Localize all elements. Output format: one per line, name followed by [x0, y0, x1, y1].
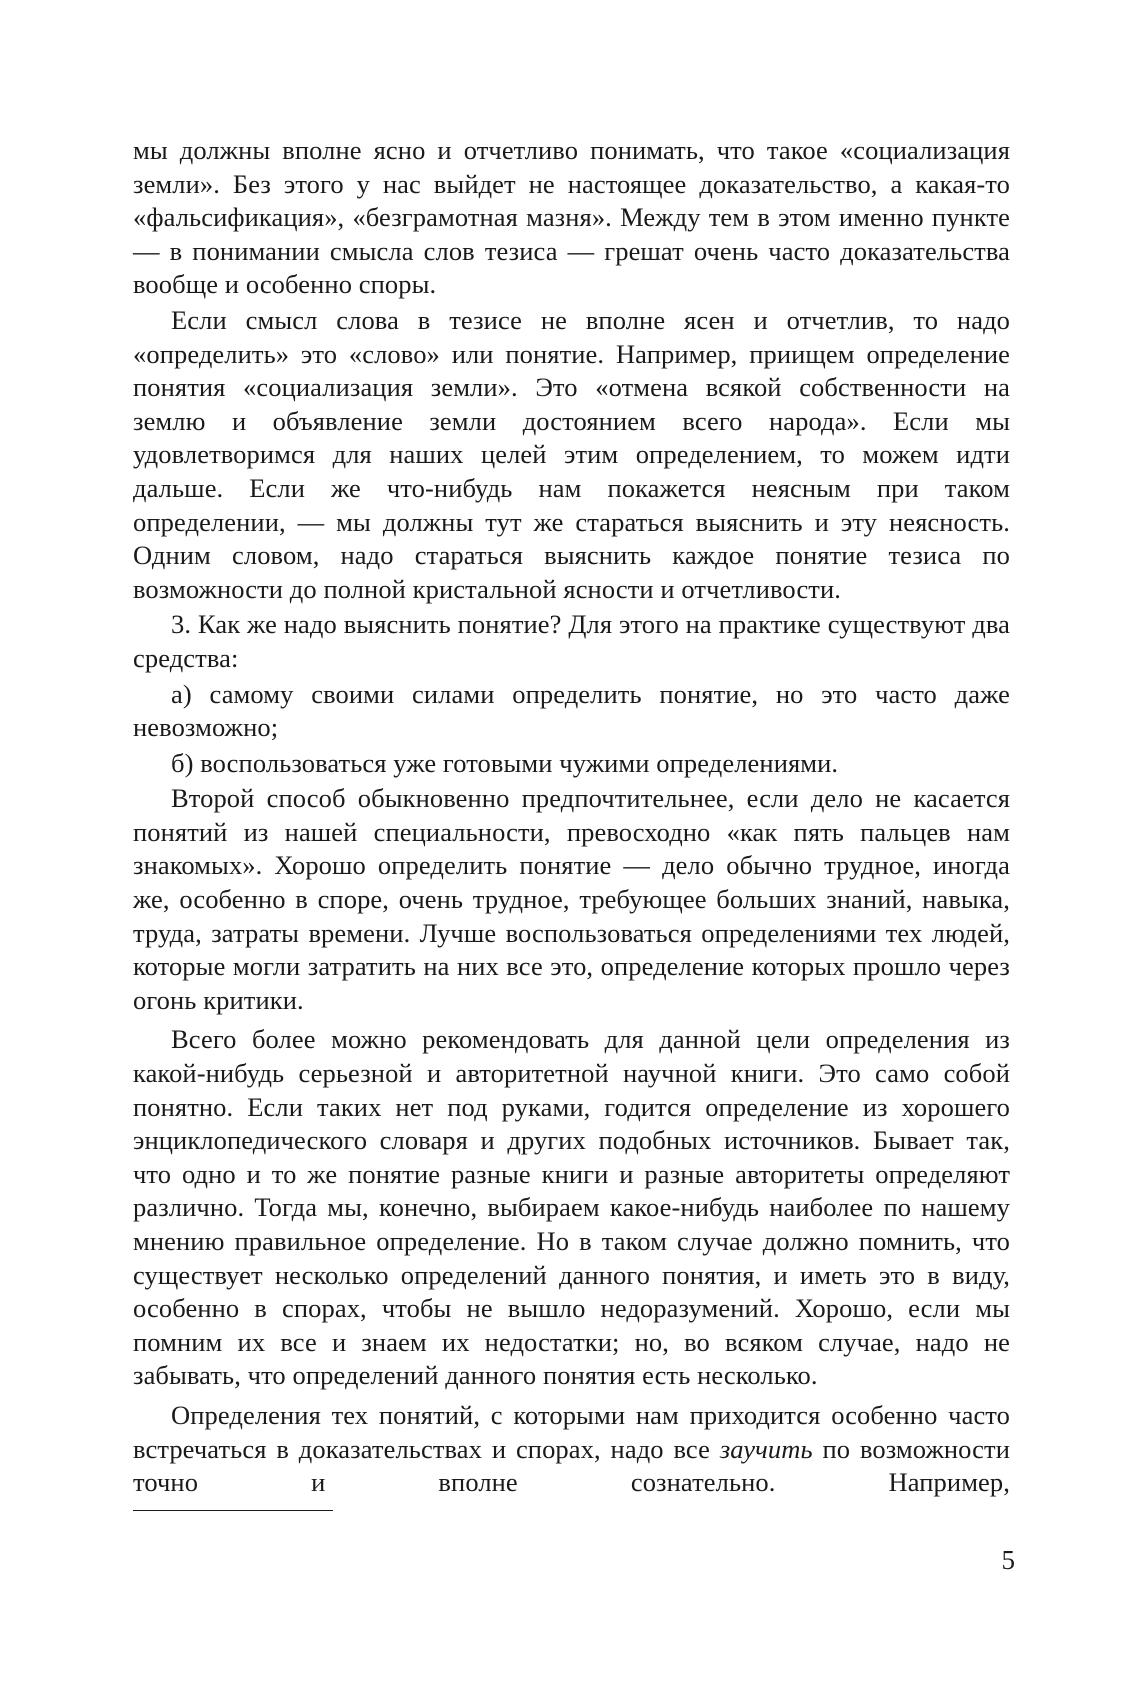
paragraph-2: Если смысл слова в тезисе не вполне ясен и отчетлив, то надо «определить» это «слово» или понятие. Например, приищем определение понятия «социализация земли». Это «отмена всякой собственности на землю и объявление земли достоянием всего народа». Если мы удовлетворимся для наших целей этим определением, то можем идти дальше. Если же что-нибудь нам покажется неясным при таком определении, — мы должны тут же стараться выяснить и эту неясность. Одним словом, надо стараться выяснить каждое понятие тезиса по возможности до полной кристальной ясности и отчетливости. — [133, 304, 1010, 604]
page-number: 5 — [1001, 1545, 1015, 1575]
paragraph-6-text-before: Определения тех понятий, с которыми нам приходится особенно часто встречаться в доказательствах и спорах, надо все — [133, 1399, 1010, 1464]
paragraph-3-heading: 3. Как же надо выяснить понятие? Для этого на практике существуют два средства: — [133, 609, 1010, 673]
paragraph-4: Второй способ обыкновенно предпочтительнее, если дело не касается понятий из нашей специальности, превосходно «как пять пальцев нам знакомых». Хорошо определить понятие — дело обычно трудное, иногда же, особенно в споре, очень трудное, требующее больших знаний, навыка, труда, затраты времени. Лучше воспользоваться определениями тех людей, которые могли затратить на них все это, определение которых прошло через огонь критики. — [133, 783, 1010, 1015]
list-item-a: а) самому своими силами определить понятие, но это часто даже невозможно; — [133, 678, 1010, 743]
list-item-b: б) воспользоваться уже готовыми чужими определениями. — [171, 747, 839, 778]
paragraph-6-text-after: по возможности точно и вполне сознательно. Например, — [133, 1433, 1010, 1498]
paragraph-1: мы должны вполне ясно и отчетливо понимать, что такое «социализация земли». Без этого у нас выйдет не настоящее доказательство, а какая-то «фальсификация», «безграмотная мазня». Между тем в этом именно пункте — в понимании смысла слов тезиса — грешат очень часто доказательства вообще и особенно споры. — [133, 135, 1010, 300]
paragraph-6-emphasis: заучить — [719, 1433, 813, 1464]
footnote-separator-rule — [133, 1510, 333, 1511]
paragraph-6 — [133, 1399, 1010, 1500]
page-body — [133, 134, 1010, 1500]
paragraph-5: Всего более можно рекомендовать для данной цели определения из какой-нибудь серьезной и авторитетной научной книги. Это само собой понятно. Если таких нет под руками, годится определение из хорошего энциклопедического словаря и других подобных источников. Бывает так, что одно и то же понятие разные книги и разные авторитеты определяют различно. Тогда мы, конечно, выбираем какое-нибудь наиболее по нашему мнению правильное определение. Но в таком случае должно помнить, что существует несколько определений данного понятия, и иметь это в виду, особенно в спорах, чтобы не вышло недоразумений. Хорошо, если мы помним их все и знаем их недостатки; но, во всяком случае, надо не забывать, что определений данного понятия есть несколько. — [133, 1024, 1010, 1391]
